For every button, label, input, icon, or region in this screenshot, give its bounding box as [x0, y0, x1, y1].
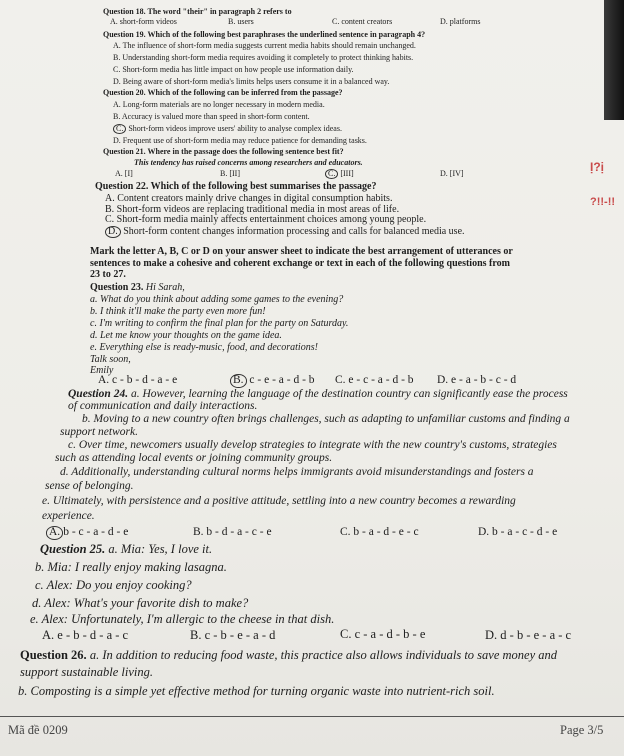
q21-quote: This tendency has raised concerns among researchers and educators. [134, 158, 363, 167]
q26-line-b: b. Composting is a simple yet effective method for turning organic waste into nutrient-rich soil. [18, 684, 495, 698]
exam-code: Mã đề 0209 [8, 723, 68, 737]
q22-circled-mark: D. [105, 226, 121, 238]
q23-line-d: d. Let me know your thoughts on the game idea. [90, 330, 282, 341]
q23-option-d[interactable]: D. e - a - b - c - d [437, 374, 517, 386]
q23-option-b-text: c - e - a - d - b [246, 374, 315, 386]
q20-option-a[interactable]: A. Long-form materials are no longer necessary in modern media. [113, 100, 325, 109]
q25-stem: Question 25. [40, 542, 106, 556]
footer-divider [0, 716, 624, 717]
q24-line-c-2: such as attending local events or joining community groups. [55, 452, 333, 464]
q25-option-c[interactable] [340, 628, 425, 641]
q24-option-a[interactable] [46, 526, 128, 540]
q20-option-d[interactable]: D. Frequent use of short-form media may reduce patience for demanding tasks. [113, 136, 367, 145]
q20-circled-mark: C. [113, 124, 126, 134]
q23-line-e: e. Everything else is ready-music, food, and decorations! [90, 342, 318, 353]
q22-option-d[interactable] [105, 226, 465, 238]
q22-stem: Question 22. Which of the following best summarises the passage? [95, 181, 377, 192]
q24-line-a-1 [68, 389, 568, 401]
margin-mark-2: ?!!-!! [590, 196, 616, 208]
q22-option-d-text: Short-form content changes information processing and calls for balanced media use. [120, 226, 465, 237]
page-number: Page 3/5 [560, 723, 604, 737]
q23-stem: Question 23. [90, 282, 144, 293]
q18-option-b[interactable]: B. users [228, 17, 254, 26]
q25-option-c-label: C. [340, 627, 352, 641]
q23-option-a[interactable]: A. c - b - d - a - e [98, 374, 178, 386]
q23-signature: Emily [90, 365, 114, 376]
instructions-line-3: 23 to 27. [90, 269, 126, 280]
q25-option-d[interactable]: D. d - b - e - a - c [485, 628, 572, 642]
q21-stem: Question 21. Where in the passage does the following sentence best fit? [103, 147, 344, 156]
q24-line-d-2: sense of belonging. [45, 480, 134, 492]
q24-line-e-2: experience. [42, 510, 95, 522]
q25-line-a [40, 543, 212, 556]
q24-option-d[interactable]: D. b - a - c - d - e [478, 526, 558, 538]
q25-line-c: c. Alex: Do you enjoy cooking? [35, 578, 192, 592]
q24-option-b[interactable]: B. b - d - a - c - e [193, 526, 272, 538]
q23-greeting: Hi Sarah, [145, 282, 185, 293]
q26-line-a-2: support sustainable living. [20, 665, 153, 679]
q26-line-a-text: a. In addition to reducing food waste, this practice also allows individuals to save money and [89, 648, 558, 662]
q24-option-c[interactable]: C. b - a - d - e - c [340, 526, 419, 538]
q21-option-d[interactable]: D. [IV] [440, 169, 464, 178]
instructions-line-1: Mark the letter A, B, C or D on your answer sheet to indicate the best arrangement of utterances or [90, 246, 513, 257]
q19-option-b[interactable]: B. Understanding short-form media requires avoiding it completely to protect thinking habits. [113, 53, 414, 62]
q20-option-c-text: Short-form videos improve users' ability to analyse complex ideas. [126, 124, 342, 133]
q21-option-a[interactable]: A. [I] [115, 169, 133, 178]
q23-option-c[interactable]: C. e - c - a - d - b [335, 374, 414, 386]
q25-option-b[interactable]: B. c - b - e - a - d [190, 628, 276, 642]
q23-header [90, 283, 185, 293]
instructions-line-2: sentences to make a cohesive and coherent exchange or text in each of the following questions from [90, 258, 510, 269]
q25-option-a[interactable]: A. e - b - d - a - c [42, 628, 129, 642]
q21-option-c-text: [III] [338, 169, 354, 178]
q22-option-c[interactable]: C. Short-form media mainly affects entertainment choices among young people. [105, 214, 427, 225]
q18-option-c[interactable]: C. content creators [332, 17, 393, 26]
q19-option-d[interactable]: D. Being aware of short-form media's limits helps users consume it in a balanced way. [113, 77, 390, 86]
q24-line-b-2: support network. [60, 426, 138, 438]
margin-mark-1: Ị?ị [590, 160, 604, 174]
q24-line-a-text: a. However, learning the language of the destination country can significantly ease the process [130, 388, 568, 400]
q18-stem: Question 18. The word "their" in paragraph 2 refers to [103, 7, 292, 16]
binding-edge [604, 0, 624, 120]
q19-option-c[interactable]: C. Short-form media has little impact on how people use information daily. [113, 65, 354, 74]
q18-option-d[interactable]: D. platforms [440, 17, 481, 26]
q23-circled-mark: B. [230, 374, 247, 388]
q25-line-d: d. Alex: What's your favorite dish to make? [32, 596, 249, 610]
q20-stem: Question 20. Which of the following can be inferred from the passage? [103, 88, 343, 97]
q22-option-b[interactable]: B. Short-form videos are replacing traditional media in most areas of life. [105, 204, 400, 215]
q25-option-c-text: c - a - d - b - e [351, 627, 426, 641]
q24-line-c-1: c. Over time, newcomers usually develop strategies to integrate with the new country's customs, strategies [68, 439, 557, 451]
q23-closing: Talk soon, [90, 354, 131, 365]
q23-option-b[interactable] [230, 374, 315, 388]
q25-line-a-text: a. Mia: Yes, I love it. [108, 542, 213, 556]
q21-option-b[interactable]: B. [II] [220, 169, 240, 178]
q24-line-a-2: of communication and daily interactions. [68, 400, 258, 412]
q24-circled-mark: A. [46, 526, 63, 540]
q23-line-a: a. What do you think about adding some games to the evening? [90, 294, 344, 305]
q23-line-b: b. I think it'll make the party even more fun! [90, 306, 266, 317]
q19-stem: Question 19. Which of the following best paraphrases the underlined sentence in paragraph 4? [103, 30, 426, 39]
q26-stem: Question 26. [20, 648, 87, 662]
q19-option-a[interactable]: A. The influence of short-form media suggests current media habits should remain unchanged. [113, 41, 416, 50]
q24-stem: Question 24. [68, 388, 129, 400]
q25-line-b: b. Mia: I really enjoy making lasagna. [35, 560, 227, 574]
q20-option-c[interactable] [113, 124, 342, 134]
q24-line-b-1: b. Moving to a new country often brings challenges, such as adapting to unfamiliar customs and finding a [82, 413, 570, 425]
q24-line-d-1: d. Additionally, understanding cultural norms helps immigrants avoid misunderstandings and fosters a [60, 466, 534, 478]
q21-circled-mark: C. [325, 169, 338, 179]
q24-option-a-text: b - c - a - d - e [63, 526, 129, 538]
q23-line-c: c. I'm writing to confirm the final plan for the party on Saturday. [90, 318, 349, 329]
q25-line-e: e. Alex: Unfortunately, I'm allergic to the cheese in that dish. [30, 612, 335, 626]
q20-option-b[interactable]: B. Accuracy is valued more than speed in short-form content. [113, 112, 310, 121]
q26-line-a-1 [20, 649, 557, 662]
q18-option-a[interactable]: A. short-form videos [110, 17, 177, 26]
q22-option-a[interactable]: A. Content creators mainly drive changes in digital consumption habits. [105, 193, 393, 204]
q21-option-c[interactable] [325, 169, 354, 179]
q24-line-e-1: e. Ultimately, with persistence and a positive attitude, settling into a new country becomes a rewarding [42, 495, 516, 507]
